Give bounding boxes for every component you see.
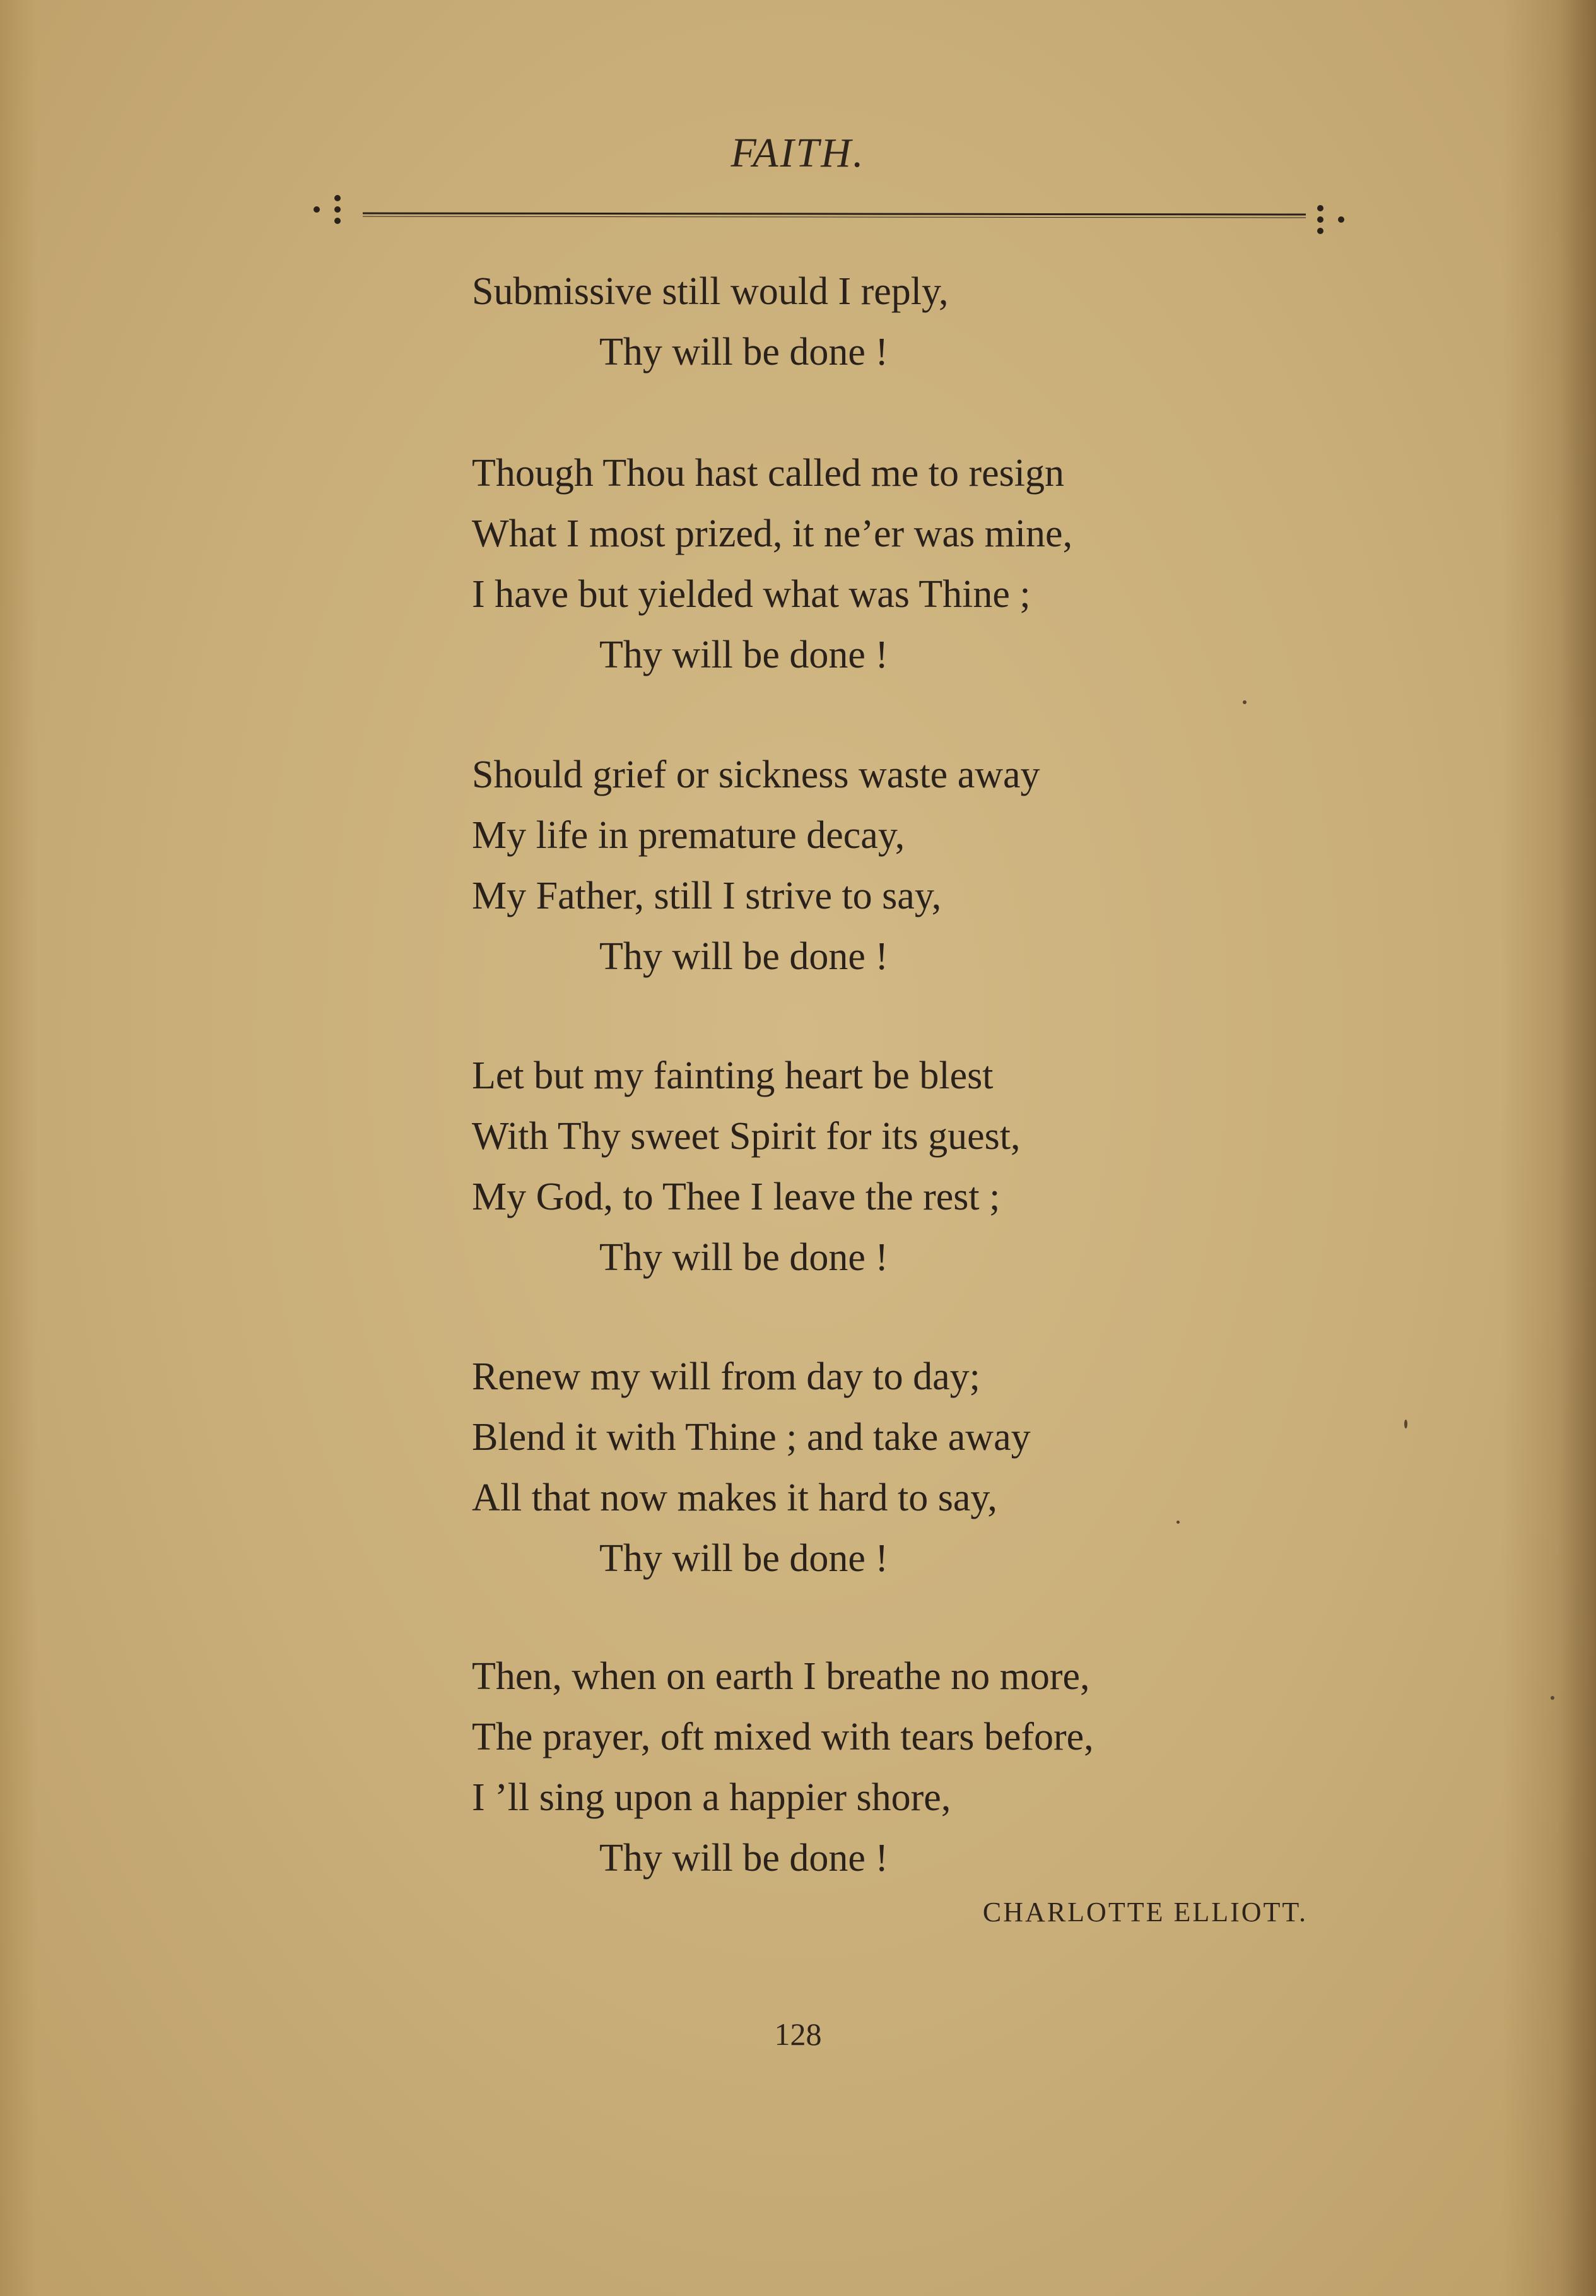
verse-line: Blend it with Thine ; and take away xyxy=(472,1416,1031,1459)
verse-line: What I most prized, it ne’er was mine, xyxy=(472,512,1073,555)
paper-speck xyxy=(1243,700,1247,704)
verse-line: All that now makes it hard to say, xyxy=(472,1476,997,1519)
running-head: FAITH. xyxy=(731,130,865,176)
verse-line: The prayer, oft mixed with tears before, xyxy=(472,1716,1094,1758)
stanza-6 xyxy=(472,1646,1418,1888)
verse-line: Let but my fainting heart be blest xyxy=(472,1054,994,1097)
verse-line: My Father, still I strive to say, xyxy=(472,874,942,917)
verse-line: Should grief or sickness waste away xyxy=(472,753,1040,796)
refrain-line: Thy will be done ! xyxy=(599,1837,889,1880)
verse-line: Then, when on earth I breathe no more, xyxy=(472,1655,1090,1698)
page-number: 128 xyxy=(774,2016,822,2052)
author-attribution: CHARLOTTE ELLIOTT. xyxy=(982,1897,1308,1928)
stanza-2 xyxy=(472,443,1418,685)
verse-line: Submissive still would I reply, xyxy=(472,270,949,313)
verse-line: I have but yielded what was Thine ; xyxy=(472,573,1031,616)
refrain-line: Thy will be done ! xyxy=(599,1236,889,1279)
paper-speck xyxy=(1551,1696,1554,1700)
verse-line: I ’ll sing upon a happier shore, xyxy=(472,1776,951,1819)
stanza-1 xyxy=(472,261,1418,382)
stanza-3 xyxy=(472,745,1418,987)
verse-line: Though Thou hast called me to resign xyxy=(472,452,1064,495)
refrain-line: Thy will be done ! xyxy=(599,1537,889,1580)
verse-line: My life in premature decay, xyxy=(472,814,905,857)
refrain-line: Thy will be done ! xyxy=(599,633,889,676)
verse-line: Renew my will from day to day; xyxy=(472,1355,980,1398)
stanza-4 xyxy=(472,1045,1418,1288)
refrain-line: Thy will be done ! xyxy=(599,331,889,374)
paper-speck xyxy=(1176,1521,1180,1524)
paper-speck xyxy=(1404,1420,1407,1428)
verse-line: My God, to Thee I leave the rest ; xyxy=(472,1175,1000,1218)
stanza-5 xyxy=(472,1346,1418,1589)
refrain-line: Thy will be done ! xyxy=(599,935,889,978)
verse-line: With Thy sweet Spirit for its guest, xyxy=(472,1115,1021,1158)
ornamental-rule xyxy=(309,189,1356,240)
